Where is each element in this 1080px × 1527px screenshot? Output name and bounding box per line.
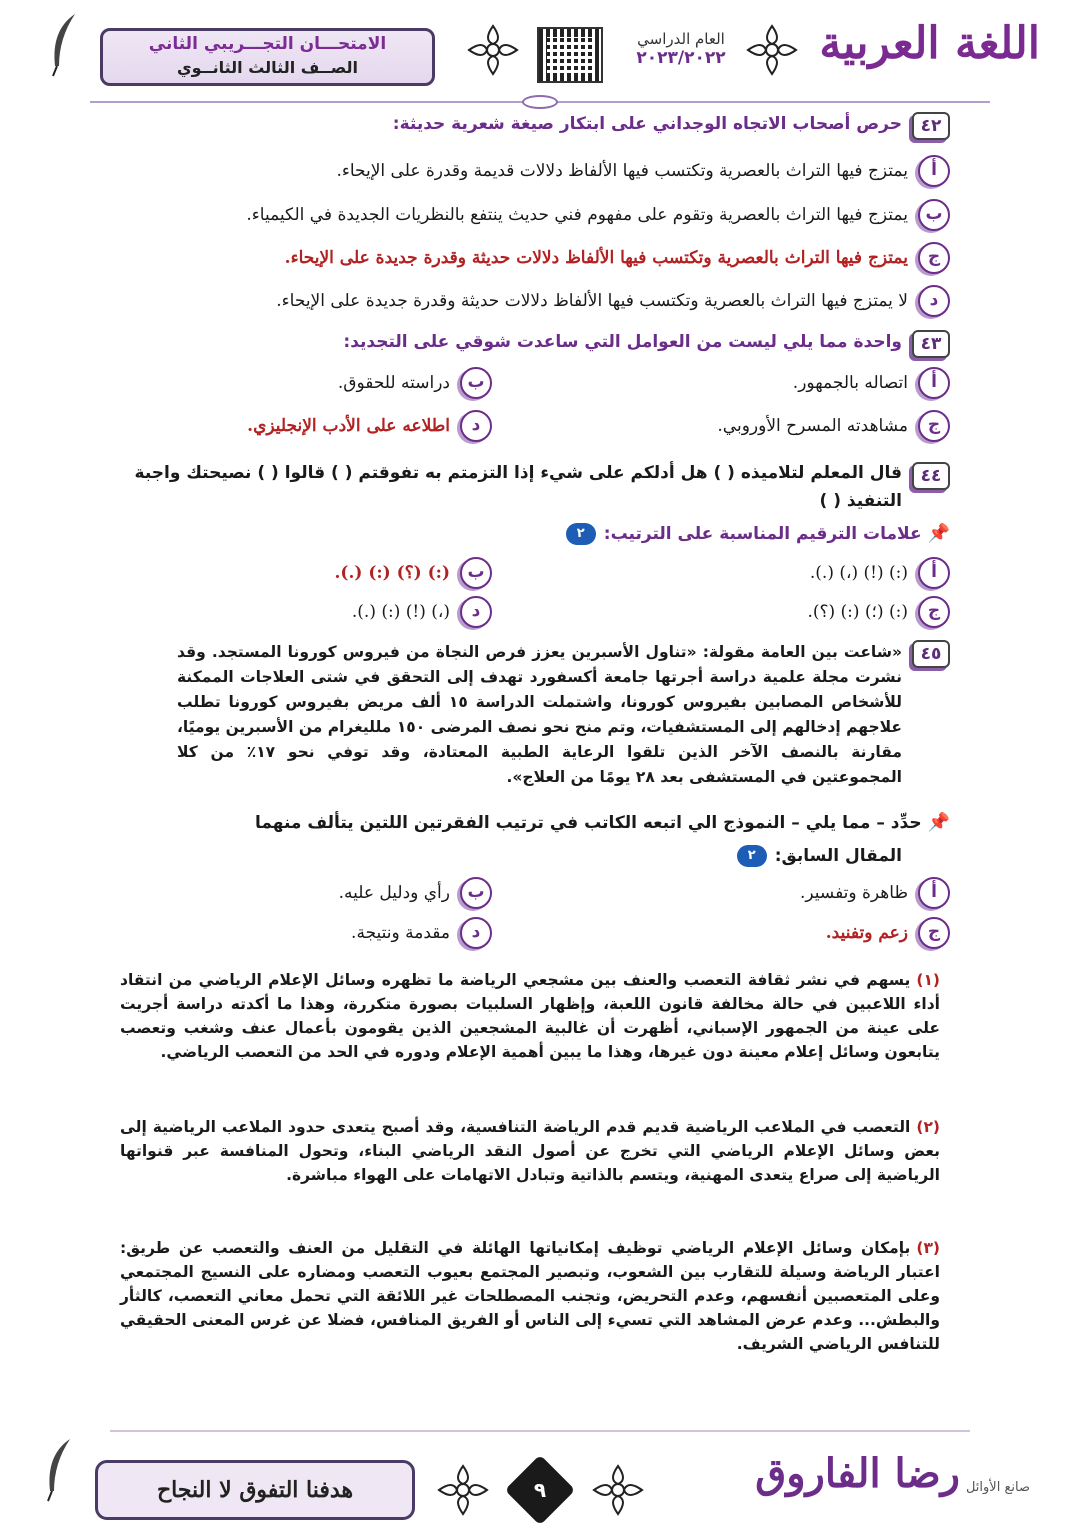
author-brand: رضا الفاروق [755,1450,960,1497]
option-letter: ج [918,242,950,274]
option-text: ظاهرة وتفسير. [800,883,908,903]
prompt-text: علامات الترقيم المناسبة على الترتيب: [603,524,922,544]
answer-option-d[interactable] [351,917,492,949]
option-text: (:) (؛) (:) (؟). [807,602,908,622]
answer-option-c[interactable] [717,410,950,442]
prompt-text: حدِّد – مما يلي – النموذج الي اتبعه الكاتب في ترتيب الفقرتين اللتين يتألف منهما [254,813,922,833]
answer-option-d[interactable] [352,596,492,628]
question-text-continued: التنفيذ ( ) [819,491,902,511]
question-prompt [566,523,950,545]
qr-code-icon[interactable] [537,27,603,83]
option-letter: أ [918,877,950,909]
question-text: واحدة مما يلي ليست من العوامل التي ساعدت شوقي على التجديد: [343,332,902,352]
subject-title: اللغة العربية [819,18,1040,69]
answer-option-b[interactable] [338,367,492,399]
page-number-text: ٩ [533,1478,547,1502]
option-text: لا يمتزج فيها التراث بالعصرية وتكتسب فيها الألفاظ دلالات حديثة وقدرة جديدة على الإيحاء. [276,291,908,311]
option-letter: ب [460,367,492,399]
academic-year [626,30,736,68]
answer-option-c[interactable] [807,596,950,628]
option-text: (،) (!) (:) (.). [351,602,450,622]
page-footer [0,1430,1080,1527]
divider-ornament [522,95,558,109]
year-value: ٢٠٢٣/٢٠٢٢ [636,48,726,68]
points-badge: ٢ [737,845,767,867]
option-text: (:) (!) (،) (.). [809,563,908,583]
answer-option-a[interactable] [810,557,950,589]
question-paragraph: «شاعت بين العامة مقولة: «تناول الأسبرين يعزز فرص النجاة من فيروس كورونا المستجد. وقد نشرت مجلة علمية دراسة أجرتها جامعة أكسفورد تهدف إلى التحقق في شتى العلاجات الممكنة للأشخاص المصابين بفيروس كورونا، واشتملت الدراسة ١٥ ألف مريض بفيروس كورونا تطلب علاجهم إدخالهم إلى المستشفيات، وتم منح نحو نصف المرضى ١٥٠ ملليغرام من الأسبرين يوميًا، مقارنة بالنصف الآخر الذين تلقوا الرعاية الطبية المعتادة، وقد توفي نحو ١٧٪ من كلا المجموعتين في المستشفى بعد ٢٨ يومًا من العلاج». [177,643,902,786]
option-text: مشاهدته المسرح الأوروبي. [717,416,908,436]
answer-option-a[interactable] [800,877,950,909]
option-text-correct: اطلاعه على الأدب الإنجليزي. [247,416,450,436]
option-text: يمتزج فيها التراث بالعصرية وتقوم على مفهوم فني حديث ينتفع بالنظريات الجديدة في الكيمياء. [246,205,908,225]
option-text: اتصاله بالجمهور. [792,373,908,393]
exam-banner [100,28,435,86]
author-tagline: صانع الأوائل [965,1480,1030,1495]
option-text: يمتزج فيها التراث بالعصرية وتكتسب فيها الألفاظ دلالات قديمة وقدرة على الإيحاء. [336,161,908,181]
question-text: قال المعلم لتلاميذه ( ) هل أدلكم على شيء إذا التزمتم به تفوقتم ( ) قالوا ( ) نصيحتك واجبة [134,463,902,483]
question-number: ٤٥ [912,640,950,668]
option-text-correct: يمتزج فيها التراث بالعصرية وتكتسب فيها الألفاظ دلالات حديثة وقدرة جديدة على الإيحاء. [284,248,908,268]
year-label: العام الدراسي [637,30,725,48]
page-number [505,1455,576,1526]
paragraph-number: (١) [916,971,940,989]
quill-icon [40,1435,76,1505]
prompt-text: المقال السابق: [774,846,902,866]
option-letter: د [460,917,492,949]
option-letter: ب [460,877,492,909]
pushpin-icon: 📌 [927,523,950,544]
page-header [0,0,1080,100]
option-letter: أ [918,557,950,589]
paragraph-number: (٣) [916,1239,940,1257]
points-badge: ٢ [566,523,596,545]
option-letter: د [460,410,492,442]
footer-divider [110,1430,970,1432]
option-letter: د [460,596,492,628]
option-letter: أ [918,155,950,187]
paragraph-text: يسهم في نشر ثقافة التعصب والعنف بين مشجعي الرياضة ما تظهره وسائل الإعلام الرياضي من انتقاد أداء اللاعبين في حالة مخالفة قانون اللعبة، وإظهار السلبيات بصورة متكررة، وهذا ما أكدته دراسة أجريت على عينة من الجمهور الإسباني، أظهرت أن غالبية المشجعين الذين يقومون بأعمال عنف وشغب وتعصب يتابعون وسائل إعلام معينة دون غيرها، وهذا ما يبين أهمية الإعلام ودوره في الحد من التعصب الرياضي. [120,971,940,1061]
grade-label: الصــف الثالث الثانــوي [176,58,359,77]
option-letter: ب [918,199,950,231]
answer-option-b[interactable] [339,877,492,909]
paragraph-text: التعصب في الملاعب الرياضية قديم قدم الرياضة التنافسية، وقد أصبح يتعدى حدود الملاعب الرياضية إلى بعض وسائل الإعلام الرياضي التي تخرج عن أصول النقد الرياضي البناء، وتحول المنافسة عبر قنواتها الرياضية إلى صراع يتعدى المهنية، ويتسم بالذاتية وتبادل الاتهامات على الهواء مباشرة. [120,1118,940,1184]
option-letter: د [918,285,950,317]
answer-option-a[interactable] [336,155,950,187]
question-prompt [255,812,950,833]
passage-paragraph-2 [120,1115,940,1187]
option-text: مقدمة ونتيجة. [351,923,450,943]
answer-option-d[interactable] [247,410,492,442]
answer-option-d[interactable] [276,285,950,317]
answer-option-c[interactable] [826,917,950,949]
answer-option-b[interactable] [246,199,950,231]
paragraph-text: بإمكان وسائل الإعلام الرياضي توظيف إمكانياتها الهائلة في التقليل من العنف والتعصب عن طريق: اعتبار الرياضة وسيلة للتقارب بين الشعوب، وتبصير المجتمع بعيوب التعصب ومضاره على النسيج المجتمعي وعلى المتعصبين أنفسهم، وعدم التحريض، وتجنب المصطلحات غير اللائقة التي تحمل معاني التعصب، كالثأر والبطش... وعدم عرض المشاهد التي تسيء إلى الناس أو الفريق المنافس، فضلا عن غرس المعنى الحقيقي للتنافس الرياضي الشريف. [120,1239,940,1353]
slogan-banner: هدفنا التفوق لا النجاح [95,1460,415,1520]
floral-ornament-icon [435,1462,491,1518]
option-text: دراسته للحقوق. [337,373,450,393]
option-text: رأي ودليل عليه. [338,883,450,903]
option-text-correct: زعم وتفنيد. [825,923,908,943]
question-text: حرص أصحاب الاتجاه الوجداني على ابتكار صيغة شعرية حديثة: [392,114,902,134]
pushpin-icon: 📌 [927,812,950,833]
floral-ornament-icon [744,22,800,78]
floral-ornament-icon [590,1462,646,1518]
answer-option-c[interactable] [285,242,950,274]
question-prompt-continued [737,845,902,867]
floral-ornament-icon [465,22,521,78]
exam-title: الامتحـــان التجـــريبي الثاني [148,34,387,54]
answer-option-a[interactable] [793,367,950,399]
answer-option-b[interactable] [334,557,492,589]
passage-paragraph-3 [120,1236,940,1356]
option-letter: ج [918,596,950,628]
question-number: ٤٤ [912,462,950,490]
passage-paragraph-1 [120,968,940,1064]
option-letter: ج [918,917,950,949]
question-number: ٤٢ [912,112,950,140]
option-letter: ج [918,410,950,442]
option-letter: أ [918,367,950,399]
option-text-correct: (:) (؟) (:) (.). [334,563,450,583]
paragraph-number: (٢) [916,1118,940,1136]
question-number: ٤٣ [912,330,950,358]
quill-icon [45,10,81,80]
option-letter: ب [460,557,492,589]
